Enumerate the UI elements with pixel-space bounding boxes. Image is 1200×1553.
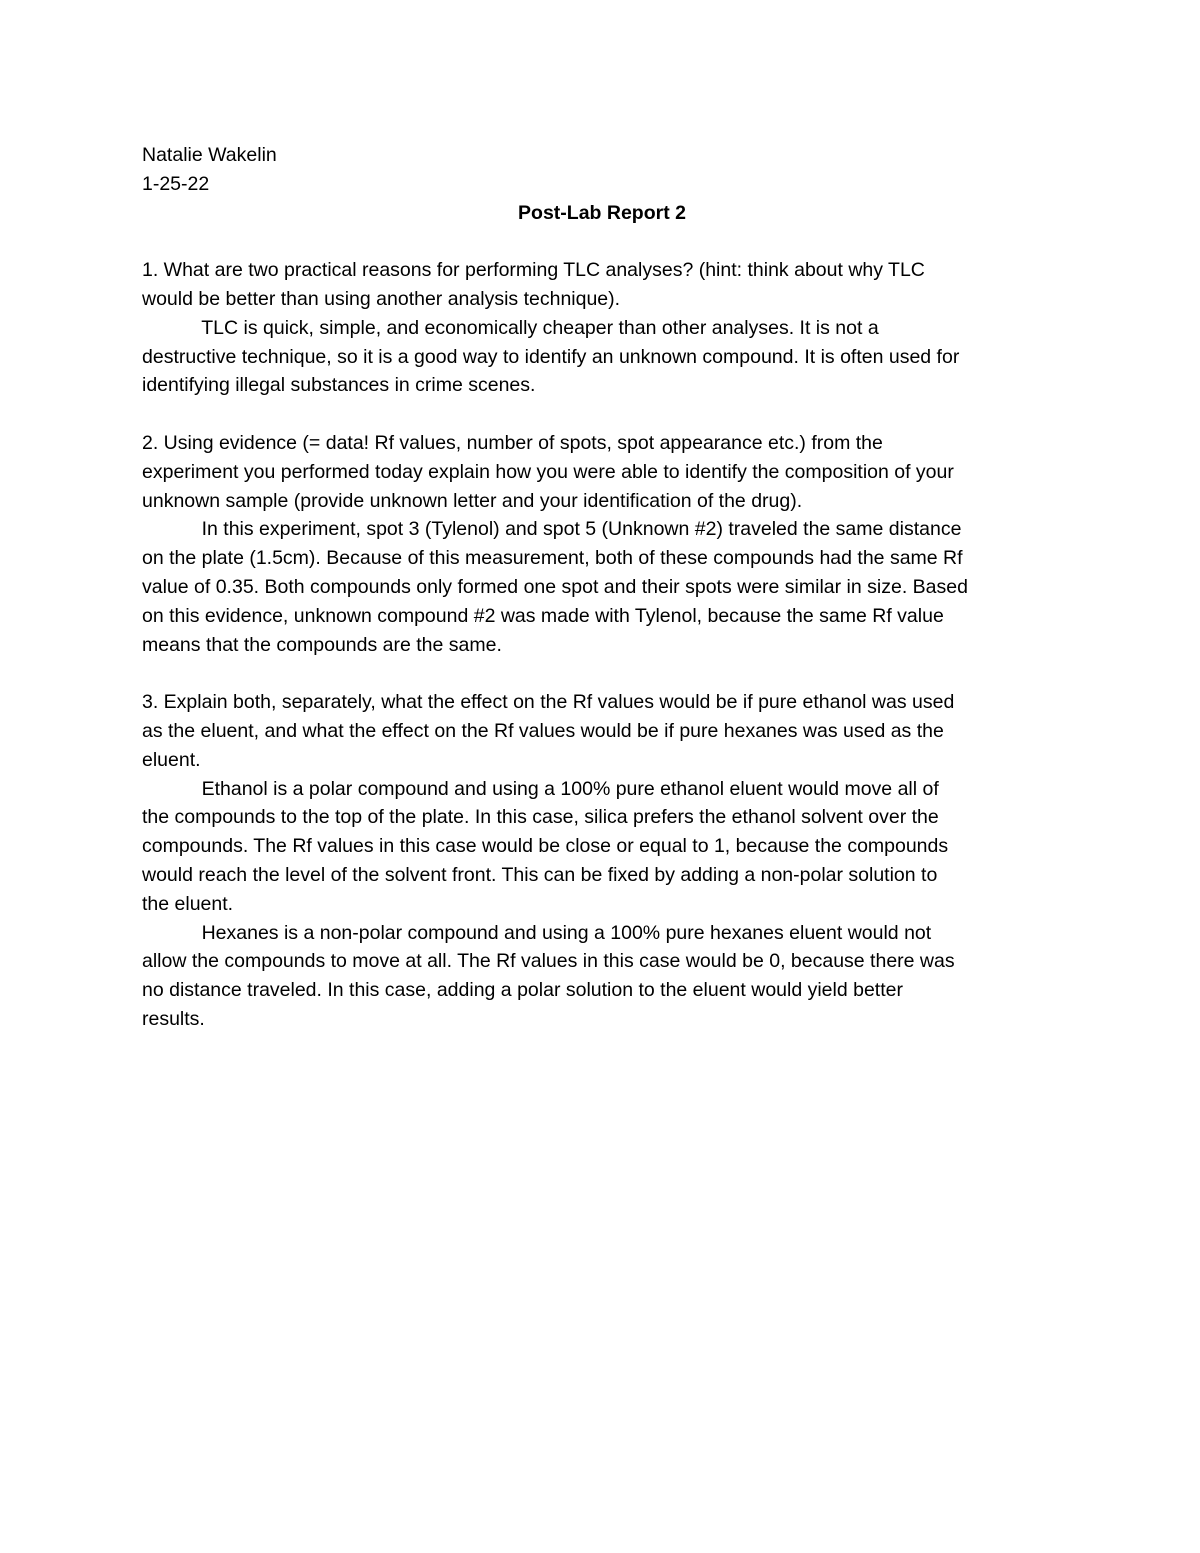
spacer [142, 227, 1062, 256]
question-1 [142, 256, 1062, 314]
answer-3-ethanol-line: the eluent. [142, 892, 234, 915]
answer-2-line: on the plate (1.5cm). Because of this measurement, both of these compounds had the same Rf [142, 547, 963, 570]
answer-3-ethanol [142, 775, 1062, 919]
answer-2-line: on this evidence, unknown compound #2 was made with Tylenol, because the same Rf value [142, 604, 944, 627]
report-date: 1-25-22 [142, 172, 210, 195]
answer-1-line: TLC is quick, simple, and economically cheaper than other analyses. It is not a [142, 316, 879, 339]
answer-3-ethanol-line: would reach the level of the solvent front. This can be fixed by adding a non-polar solution to [142, 863, 938, 886]
question-3-line: eluent. [142, 748, 201, 771]
answer-1-line: destructive technique, so it is a good way to identify an unknown compound. It is often used for [142, 345, 960, 368]
question-1-line: would be better than using another analysis technique). [142, 287, 621, 310]
spacer [142, 659, 1062, 688]
document-body [142, 141, 1062, 1034]
answer-2-line: means that the compounds are the same. [142, 633, 502, 656]
spacer [142, 400, 1062, 429]
answer-3-ethanol-line: the compounds to the top of the plate. In this case, silica prefers the ethanol solvent over the [142, 806, 939, 829]
answer-3-hexanes-line: Hexanes is a non-polar compound and using a 100% pure hexanes eluent would not [142, 921, 932, 944]
answer-3-ethanol-line: compounds. The Rf values in this case would be close or equal to 1, because the compounds [142, 835, 949, 858]
answer-3-hexanes [142, 919, 1062, 1034]
answer-1-line: identifying illegal substances in crime scenes. [142, 374, 536, 397]
answer-2 [142, 515, 1062, 659]
question-2 [142, 429, 1062, 515]
answer-2-line: value of 0.35. Both compounds only formed one spot and their spots were similar in size. Based [142, 575, 968, 598]
answer-3-ethanol-line: Ethanol is a polar compound and using a 100% pure ethanol eluent would move all of [142, 777, 939, 800]
answer-3-hexanes-line: results. [142, 1007, 205, 1030]
question-3 [142, 688, 1062, 774]
answer-1 [142, 314, 1062, 400]
answer-3-hexanes-line: no distance traveled. In this case, adding a polar solution to the eluent would yield better [142, 979, 903, 1002]
question-3-line: as the eluent, and what the effect on the Rf values would be if pure hexanes was used as the [142, 719, 944, 742]
question-2-line: experiment you performed today explain how you were able to identify the composition of your [142, 460, 954, 483]
question-2-line: 2. Using evidence (= data! Rf values, number of spots, spot appearance etc.) from the [142, 431, 883, 454]
report-title: Post-Lab Report 2 [518, 201, 686, 224]
author-name: Natalie Wakelin [142, 144, 277, 166]
answer-3-hexanes-line: allow the compounds to move at all. The Rf values in this case would be 0, because there was [142, 950, 955, 973]
question-3-line: 3. Explain both, separately, what the effect on the Rf values would be if pure ethanol was used [142, 691, 955, 714]
answer-2-line: In this experiment, spot 3 (Tylenol) and spot 5 (Unknown #2) traveled the same distance [142, 518, 962, 541]
question-1-line: 1. What are two practical reasons for performing TLC analyses? (hint: think about why TLC [142, 259, 925, 282]
question-2-line: unknown sample (provide unknown letter and your identification of the drug). [142, 489, 803, 512]
